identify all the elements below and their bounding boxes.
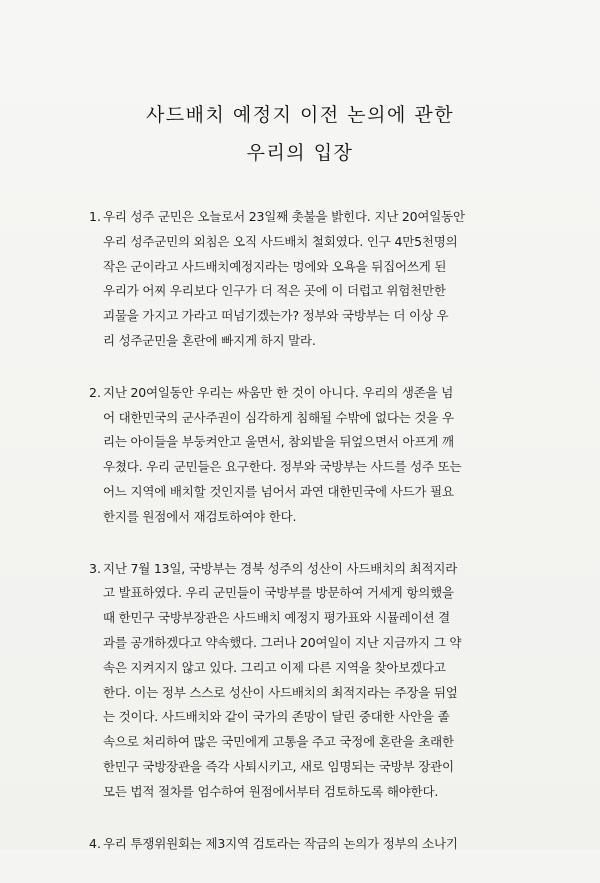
title-line-1: 사드배치 예정지 이전 논의에 관한 bbox=[145, 104, 455, 126]
item-number: 2. bbox=[89, 384, 101, 400]
text-line: 우쳤다. 우리 군민들은 요구한다. 정부와 국방부는 사드를 성주 또는 bbox=[103, 459, 462, 475]
list-item bbox=[89, 205, 549, 354]
item-number: 1. bbox=[89, 209, 101, 224]
text-line: 과를 공개하겠다고 약속했다. 그러나 20여일이 지난 지금까지 그 약 bbox=[103, 634, 462, 650]
text-line: 속은 지켜지지 않고 있다. 그리고 이제 다른 지역을 찾아보겠다고 bbox=[103, 659, 446, 675]
text-line: 지난 7월 13일, 국방부는 경북 성주의 성산이 사드배치의 최적지라 bbox=[103, 560, 458, 576]
document-title bbox=[0, 96, 600, 172]
text-line: 어 대한민국의 군사주권이 심각하게 침해될 수밖에 없다는 것을 우 bbox=[103, 409, 454, 425]
text-line: 는 것이다. 사드배치와 같이 국가의 존망이 달린 중대한 사안을 졸 bbox=[103, 709, 450, 725]
text-line: 우리 성주 군민은 오늘로서 23일째 촛불을 밝힌다. 지난 20여일동안 bbox=[103, 209, 465, 224]
item-number: 3. bbox=[89, 560, 101, 576]
list-item bbox=[89, 381, 549, 530]
text-line: 지난 20여일동안 우리는 싸움만 한 것이 아니다. 우리의 생존을 넘 bbox=[103, 384, 454, 400]
text-line: 속으로 처리하여 많은 국민에게 고통을 주고 국정에 혼란을 초래한 bbox=[103, 734, 454, 750]
text-line: 모든 법적 절차를 엄수하여 원점에서부터 검토하도록 해야한다. bbox=[103, 783, 439, 799]
text-line: 우리 투쟁위원회는 제3지역 검토라는 작금의 논의가 정부의 소나기 bbox=[103, 835, 458, 851]
list-item bbox=[89, 557, 549, 805]
text-line: 리 성주군민을 혼란에 빠지게 하지 말라. bbox=[103, 332, 316, 348]
text-line: 때 한민구 국방부장관은 사드배치 예정지 평가표와 시뮬레이션 결 bbox=[103, 610, 451, 626]
text-line: 우리가 어찌 우리보다 인구가 더 적은 곳에 이 더럽고 위험천만한 bbox=[103, 283, 446, 299]
text-line: 우리 성주군민의 외침은 오직 사드배치 철회였다. 인구 4만5천명의 bbox=[103, 233, 458, 249]
text-line: 어느 지역에 배치할 것인지를 넘어서 과연 대한민국에 사드가 필요 bbox=[103, 483, 454, 499]
text-line: 고 발표하였다. 우리 군민들이 국방부를 방문하여 거세게 항의했을 bbox=[103, 585, 454, 601]
text-line: 한민구 국방장관을 즉각 사퇴시키고, 새로 임명되는 국방부 장관이 bbox=[103, 758, 454, 774]
numbered-list bbox=[89, 205, 549, 883]
text-line: 괴물을 가지고 가라고 떠넘기겠는가? 정부와 국방부는 더 이상 우 bbox=[103, 308, 449, 324]
text-line: 리는 아이들을 부둥켜안고 울면서, 참외밭을 뒤엎으면서 아프게 깨 bbox=[103, 434, 454, 450]
title-line-2: 우리의 입장 bbox=[246, 142, 354, 164]
text-line: 작은 군이라고 사드배치예정지라는 멍에와 오욕을 뒤집어쓰게 된 bbox=[103, 258, 447, 274]
item-number: 4. bbox=[89, 835, 101, 851]
text-line: 한지를 원점에서 재검토하여야 한다. bbox=[103, 508, 297, 524]
list-item bbox=[89, 832, 549, 857]
text-line: 한다. 이는 정부 스스로 성산이 사드배치의 최적지라는 주장을 뒤엎 bbox=[103, 684, 458, 700]
